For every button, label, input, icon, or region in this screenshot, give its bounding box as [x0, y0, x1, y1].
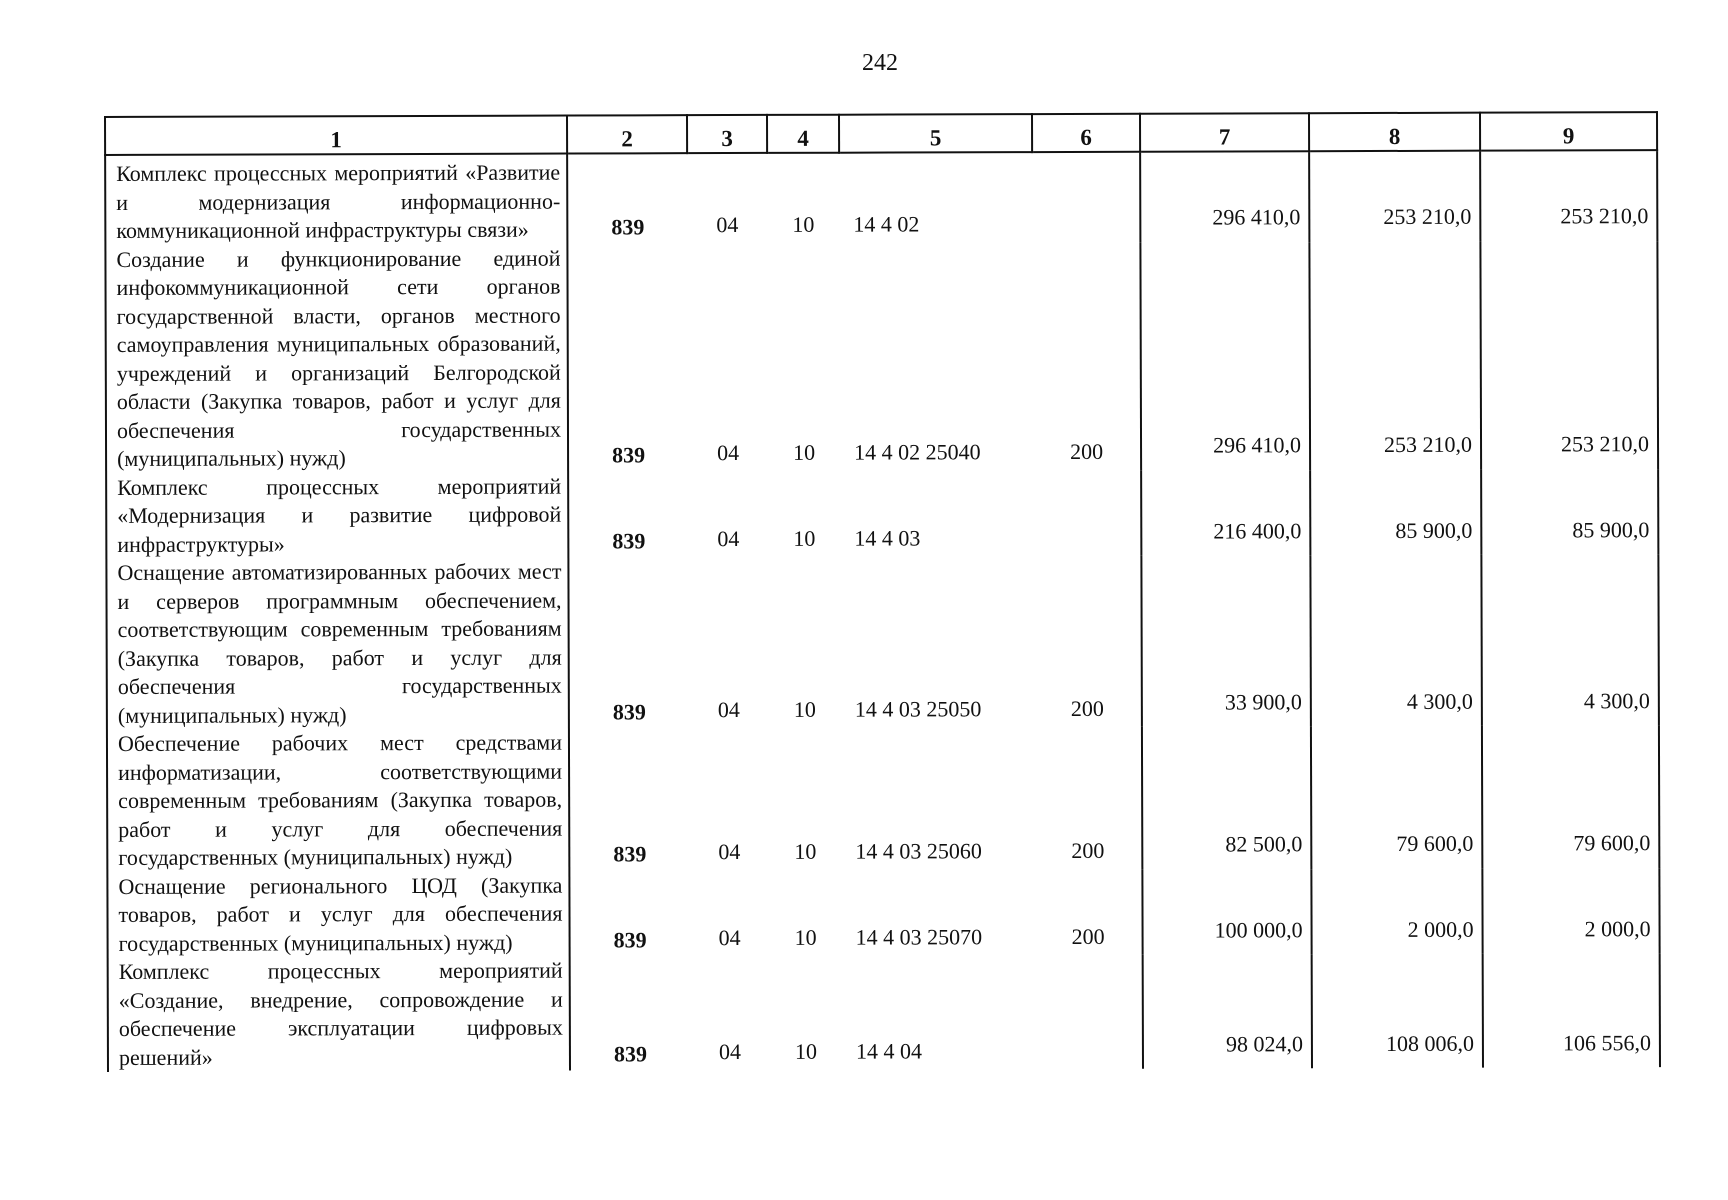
- row-section-code: 04: [717, 440, 740, 466]
- row-amount-col7: 33 900,0: [1141, 555, 1311, 727]
- row-subsection-code: 10: [793, 696, 816, 722]
- row-section-code: 04: [718, 1038, 741, 1064]
- row-subsection-code: 10: [794, 1038, 817, 1064]
- row-amount-col8: 108 006,0: [1312, 954, 1483, 1069]
- row-expense-type: 200: [1032, 242, 1141, 470]
- table-row: [108, 953, 1660, 1072]
- row-expense-type: 200: [1033, 556, 1142, 727]
- row-description: Оснащение регионального ЦОД (Закупка товаров, работ и услуг для обеспечения государственных (муниципальных) нужд): [107, 871, 569, 958]
- row-amount-col9: 85 900,0: [1481, 469, 1658, 555]
- budget-table-sheet: [104, 111, 1659, 1072]
- row-amount-col8: 79 600,0: [1311, 726, 1482, 869]
- row-target-article: 14 4 03 25070: [855, 923, 983, 950]
- row-amount-col9: 106 556,0: [1483, 953, 1660, 1068]
- row-amount-col9: 79 600,0: [1482, 725, 1659, 868]
- row-amount-col7: 98 024,0: [1143, 954, 1312, 1069]
- row-gr-code: 839: [568, 472, 688, 558]
- row-subsection-code: 10: [794, 838, 817, 864]
- column-header: 2: [567, 115, 687, 153]
- row-gr-code: 839: [567, 153, 687, 244]
- row-amount-col9: 2 000,0: [1482, 868, 1659, 954]
- row-target-article: 14 4 03 25050: [854, 695, 982, 722]
- row-amount-col8: 253 210,0: [1309, 241, 1481, 470]
- table-row: [107, 725, 1659, 872]
- table-row: [106, 554, 1659, 730]
- row-expense-type: 200: [1034, 727, 1142, 870]
- row-description: Комплекс процессных мероприятий «Модернизация и развитие цифровой инфраструктуры»: [106, 472, 568, 559]
- table-row: [107, 868, 1659, 958]
- row-amount-col7: 216 400,0: [1141, 470, 1310, 556]
- row-description: Оснащение автоматизированных рабочих мест и серверов программным обеспечением, соответствующим современным требованиям (Закупка товаров, работ и услуг для обеспечения государственных (муниципальных) нужд): [106, 558, 569, 730]
- row-description: Комплекс процессных мероприятий «Развитие и модернизация информационно-коммуникационной инфраструктуры связи»: [105, 154, 567, 246]
- page-number: 242: [862, 50, 898, 76]
- row-expense-type: 200: [1034, 869, 1142, 955]
- row-amount-col7: 296 410,0: [1140, 151, 1309, 242]
- column-header: 6: [1032, 114, 1140, 152]
- row-amount-col8: 85 900,0: [1310, 469, 1481, 555]
- column-header: 1: [105, 116, 567, 155]
- row-subsection-code: 10: [793, 439, 816, 465]
- row-target-article: 14 4 04: [855, 1037, 922, 1064]
- row-amount-col9: 4 300,0: [1481, 554, 1659, 726]
- row-description: Обеспечение рабочих мест средствами информатизации, соответствующими современным требованиям (Закупка товаров, работ и услуг для обеспечения государственных (муниципальных) нужд): [107, 729, 569, 873]
- row-description: Комплекс процессных мероприятий «Создание, внедрение, сопровождение и обеспечение эксплуатации цифровых решений»: [108, 957, 570, 1072]
- row-gr-code: 839: [569, 728, 689, 871]
- column-header: 7: [1140, 113, 1309, 152]
- row-amount-col8: 4 300,0: [1310, 555, 1482, 727]
- row-subsection-code: 10: [793, 525, 816, 551]
- column-header: 3: [687, 115, 767, 153]
- row-section-code: 04: [716, 212, 739, 238]
- column-header: 5: [839, 114, 1032, 153]
- row-section-code: 04: [718, 839, 741, 865]
- row-target-article: 14 4 02: [853, 211, 920, 237]
- row-amount-col7: 82 500,0: [1142, 726, 1311, 869]
- table-row: [105, 241, 1658, 474]
- row-amount-col9: 253 210,0: [1480, 150, 1657, 241]
- column-header: 4: [767, 115, 839, 153]
- row-amount-col7: 100 000,0: [1142, 869, 1311, 955]
- row-description: Создание и функционирование единой инфокоммуникационной сети органов государственной власти, органов местного самоуправления муниципальных образований, учреждений и организаций Белгородской области (Закупка товаров, работ и услуг для обеспечения государственных (муниципальных) нужд): [105, 244, 568, 473]
- row-gr-code: 839: [567, 244, 688, 472]
- row-target-article: 14 4 03: [854, 524, 921, 551]
- row-amount-col8: 2 000,0: [1311, 868, 1482, 954]
- budget-table: [104, 111, 1661, 1072]
- row-amount-col8: 253 210,0: [1309, 151, 1480, 242]
- column-header: 9: [1480, 112, 1657, 151]
- row-gr-code: 839: [570, 956, 690, 1070]
- row-expense-type: [1035, 955, 1143, 1069]
- column-header: 8: [1309, 113, 1480, 152]
- row-gr-code: 839: [568, 557, 689, 728]
- row-gr-code: 839: [569, 871, 689, 957]
- row-subsection-code: 10: [794, 924, 817, 950]
- table-row: [105, 150, 1657, 245]
- row-section-code: 04: [718, 924, 741, 950]
- row-section-code: 04: [717, 696, 740, 722]
- row-section-code: 04: [717, 525, 740, 551]
- row-target-article: 14 4 03 25060: [855, 838, 982, 864]
- row-subsection-code: 10: [792, 211, 815, 237]
- row-expense-type: [1032, 152, 1140, 243]
- row-amount-col7: 296 410,0: [1140, 242, 1310, 471]
- row-expense-type: [1033, 470, 1141, 556]
- row-amount-col9: 253 210,0: [1480, 241, 1658, 470]
- row-target-article: 14 4 02 25040: [854, 439, 981, 465]
- table-header-row: [105, 112, 1657, 155]
- table-row: [106, 469, 1658, 559]
